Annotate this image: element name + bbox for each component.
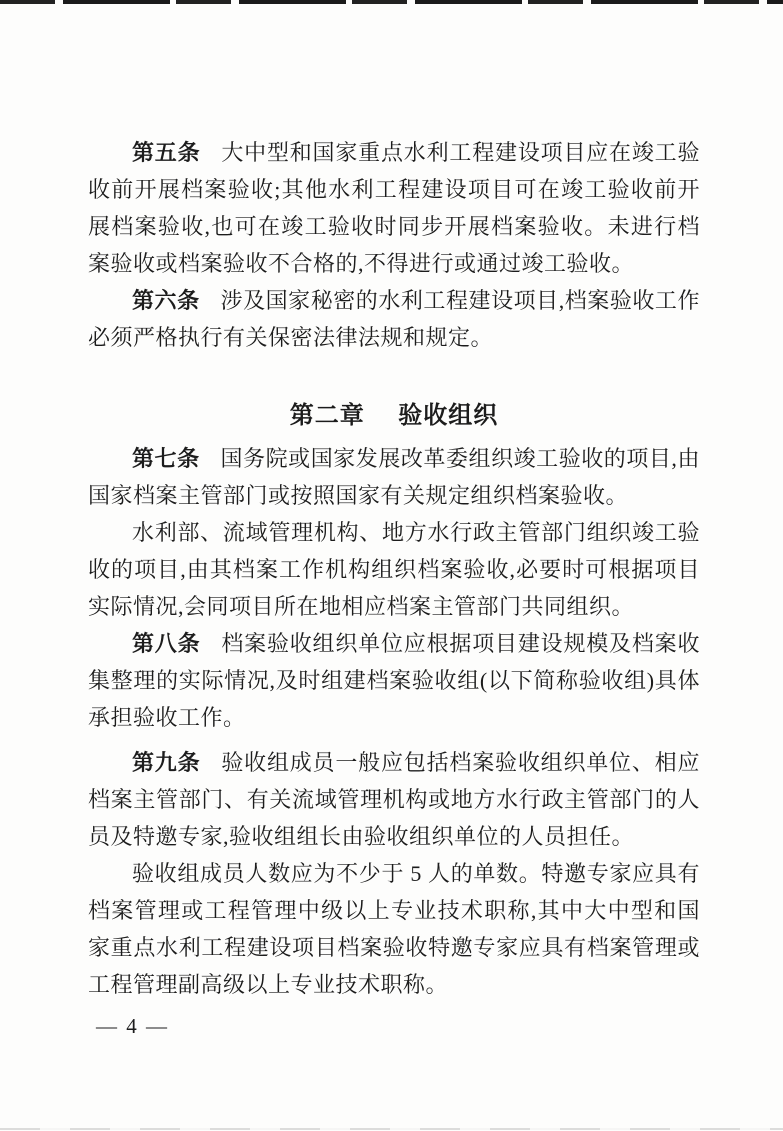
scan-artifact-bottom-edge: [0, 1128, 783, 1130]
chapter-title: 验收组织: [398, 402, 499, 429]
article-5: [88, 134, 700, 282]
article-5-text: 大中型和国家重点水利工程建设项目应在竣工验收前开展档案验收;其他水利工程建设项目可在竣工验收前开展档案验收,也可在竣工验收时同步开展档案验收。未进行档案验收或档案验收不合格的,不得进行或通过竣工验收。: [88, 140, 700, 276]
article-8-text: 档案验收组织单位应根据项目建设规模及档案收集整理的实际情况,及时组建档案验收组(以下简称验收组)具体承担验收工作。: [88, 631, 700, 730]
chapter-number: 第二章: [289, 402, 365, 429]
article-6-text: 涉及国家秘密的水利工程建设项目,档案验收工作必须严格执行有关保密法律法规和规定。: [88, 288, 700, 350]
article-8: [88, 625, 700, 736]
article-7-text: 国务院或国家发展改革委组织竣工验收的项目,由国家档案主管部门或按照国家有关规定组织档案验收。: [88, 446, 700, 508]
article-9: [88, 744, 700, 855]
article-7-paragraph-2-text: 水利部、流域管理机构、地方水行政主管部门组织竣工验收的项目,由其档案工作机构组织档案验收,必要时可根据项目实际情况,会同项目所在地相应档案主管部门共同组织。: [88, 520, 700, 619]
article-7-label: 第七条: [132, 446, 200, 471]
article-7-paragraph-2: [88, 514, 700, 625]
article-6: [88, 282, 700, 356]
article-5-label: 第五条: [132, 140, 201, 165]
article-6-label: 第六条: [132, 288, 200, 313]
page-content: [88, 134, 700, 1003]
article-9-paragraph-2: [88, 855, 700, 1003]
chapter-heading: [88, 398, 700, 434]
article-9-label: 第九条: [132, 750, 201, 775]
page-number: — 4 —: [96, 1014, 169, 1038]
scan-artifact-top-edge: [0, 0, 783, 4]
article-7: [88, 440, 700, 514]
article-9-text: 验收组成员一般应包括档案验收组织单位、相应档案主管部门、有关流域管理机构或地方水行政主管部门的人员及特邀专家,验收组组长由验收组织单位的人员担任。: [88, 750, 700, 849]
article-9-paragraph-2-text: 验收组成员人数应为不少于 5 人的单数。特邀专家应具有档案管理或工程管理中级以上专业技术职称,其中大中型和国家重点水利工程建设项目档案验收特邀专家应具有档案管理或工程管理副高级以上专业技术职称。: [88, 861, 700, 997]
article-8-label: 第八条: [132, 631, 201, 656]
